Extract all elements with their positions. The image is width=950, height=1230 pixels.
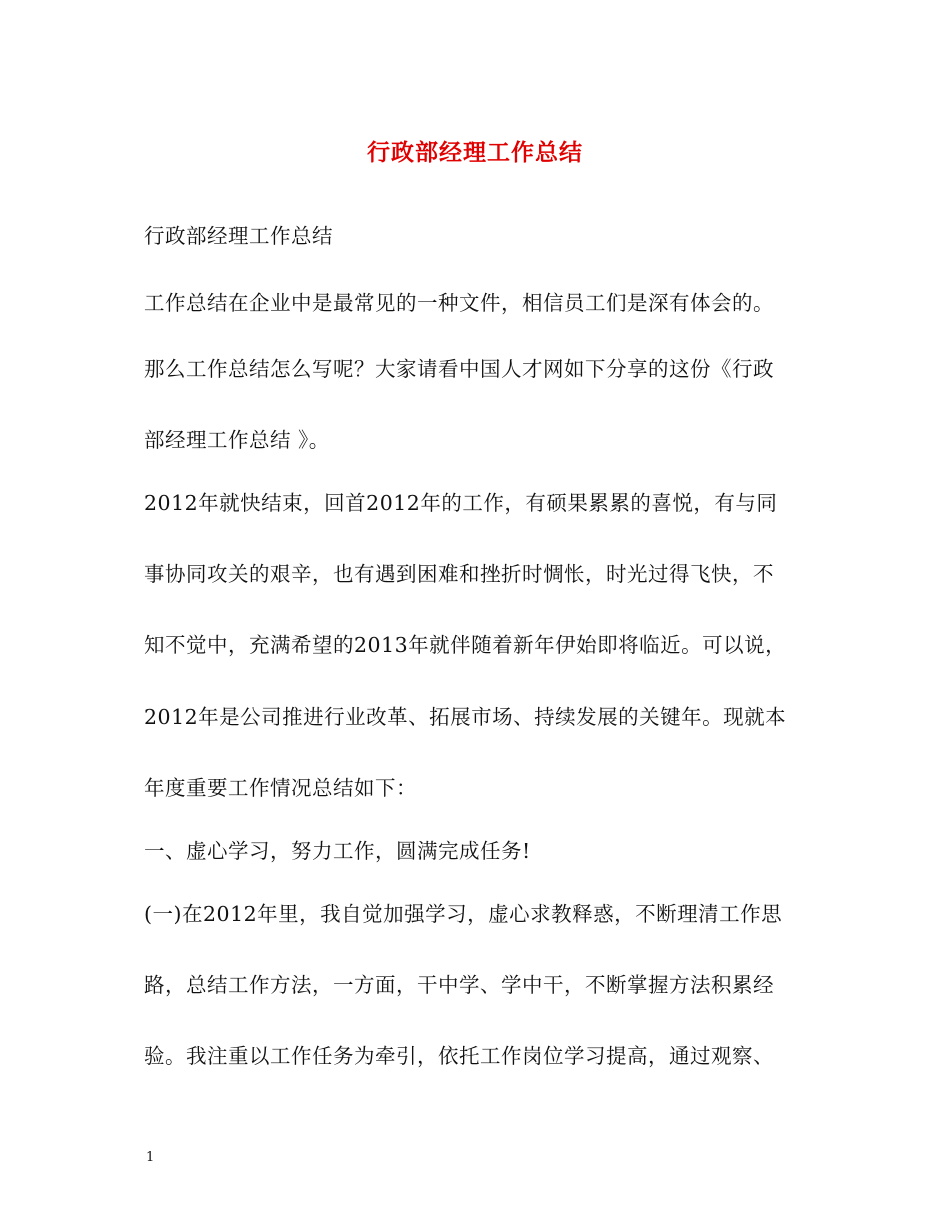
paragraph-line: 路，总结工作方法，一方面，干中学、学中干，不断掌握方法积累经 bbox=[144, 973, 774, 997]
paragraph-line: 年度重要工作情况总结如下： bbox=[144, 776, 417, 800]
paragraph-line: 2012年是公司推进行业改革、拓展市场、持续发展的关键年。现就本 bbox=[144, 705, 787, 729]
document-title: 行政部经理工作总结 bbox=[367, 139, 583, 166]
paragraph-line: 部经理工作总结 》。 bbox=[144, 428, 330, 452]
paragraph-line: 那么工作总结怎么写呢？大家请看中国人才网如下分享的这份《行政 bbox=[144, 357, 774, 381]
paragraph-line: 行政部经理工作总结 bbox=[144, 224, 333, 248]
paragraph-line: (一)在2012年里，我自觉加强学习，虚心求教释惑，不断理清工作思 bbox=[144, 902, 783, 926]
paragraph-line: 工作总结在企业中是最常见的一种文件，相信员工们是深有体会的。 bbox=[144, 291, 774, 315]
paragraph-line: 事协同攻关的艰辛，也有遇到困难和挫折时惆怅，时光过得飞快，不 bbox=[144, 562, 774, 586]
paragraph-line: 验。我注重以工作任务为牵引，依托工作岗位学习提高，通过观察、 bbox=[144, 1044, 774, 1068]
paragraph-line: 知不觉中，充满希望的2013年就伴随着新年伊始即将临近。可以说， bbox=[144, 633, 787, 657]
paragraph-line: 2012年就快结束，回首2012年的工作，有硕果累累的喜悦，有与同 bbox=[144, 491, 778, 515]
section-heading: 一、虚心学习，努力工作，圆满完成任务! bbox=[144, 839, 531, 863]
page-number: 1 bbox=[146, 1150, 155, 1165]
